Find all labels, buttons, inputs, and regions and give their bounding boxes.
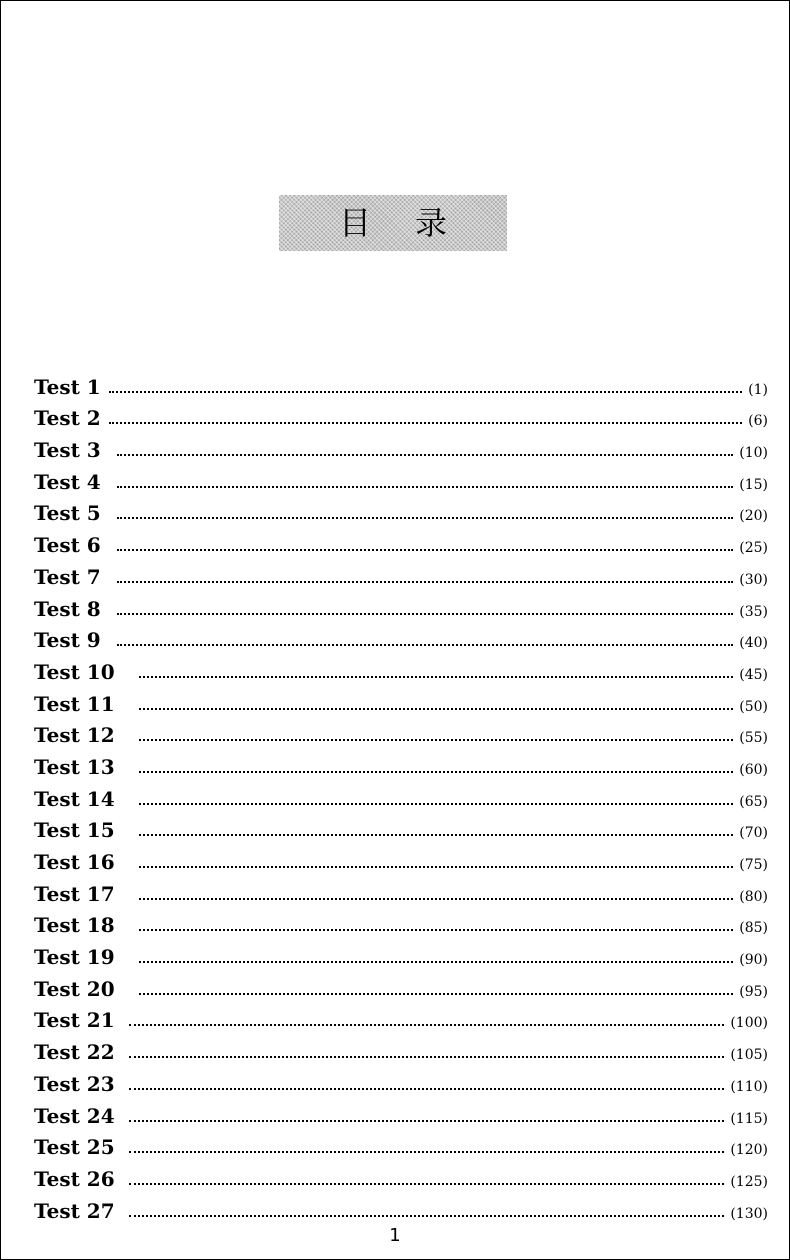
toc-entry-label: Test 10 xyxy=(34,659,115,684)
dot-leader xyxy=(139,960,734,963)
toc-entry-page: (40) xyxy=(739,635,768,652)
toc-entry-label: Test 8 xyxy=(34,596,101,621)
toc-entry-label: Test 14 xyxy=(34,786,115,811)
toc-entry[interactable] xyxy=(34,874,768,906)
toc-entry-label: Test 16 xyxy=(34,850,115,874)
dot-leader xyxy=(129,1214,725,1217)
dot-leader xyxy=(129,1023,725,1026)
toc-entry-label: Test 4 xyxy=(34,469,101,494)
toc-entry-label: Test 25 xyxy=(34,1135,115,1160)
toc-entry-label: Test 19 xyxy=(34,945,115,970)
toc-entry-label: Test 12 xyxy=(34,723,115,748)
toc-entry[interactable] xyxy=(34,906,768,938)
toc-entry-page: (120) xyxy=(730,1142,768,1159)
dot-leader xyxy=(117,643,734,646)
toc-entry-page: (20) xyxy=(739,508,768,525)
toc-entry[interactable] xyxy=(34,1159,768,1191)
toc-entry-page: (60) xyxy=(739,761,768,778)
toc-entry-label: Test 9 xyxy=(34,628,101,653)
toc-entry-page: (100) xyxy=(730,1015,768,1032)
toc-entry-label: Test 5 xyxy=(34,501,101,526)
toc-entry[interactable] xyxy=(34,684,768,716)
toc-entry[interactable] xyxy=(34,1191,768,1223)
dot-leader xyxy=(139,897,734,900)
toc-entry-label: Test 20 xyxy=(34,976,115,1001)
toc-entry-page: (80) xyxy=(739,888,768,905)
toc-entry-page: (90) xyxy=(739,952,768,969)
toc-heading-text: 目录 xyxy=(338,204,491,242)
toc-entry[interactable] xyxy=(34,1128,768,1160)
toc-entry-label: Test 3 xyxy=(34,438,101,463)
dot-leader xyxy=(117,485,734,488)
toc-entry[interactable] xyxy=(34,842,768,874)
dot-leader xyxy=(139,675,734,678)
toc-entry-page: (10) xyxy=(739,445,768,462)
toc-entry-label: Test 15 xyxy=(34,818,115,843)
toc-entry-page: (105) xyxy=(730,1047,768,1064)
toc-entry-page: (75) xyxy=(739,857,768,873)
toc-entry-label: Test 11 xyxy=(34,691,115,716)
dot-leader xyxy=(129,1055,725,1058)
dot-leader xyxy=(129,1182,725,1185)
toc-entry[interactable] xyxy=(34,621,768,653)
dot-leader xyxy=(129,1119,725,1122)
toc-entry[interactable] xyxy=(34,1032,768,1064)
toc-entry[interactable] xyxy=(34,652,768,684)
dot-leader xyxy=(139,707,734,710)
dot-leader xyxy=(139,738,734,741)
toc-entry-label: Test 7 xyxy=(34,564,101,589)
toc-entry-page: (85) xyxy=(739,920,768,937)
toc-entry[interactable] xyxy=(34,969,768,1001)
dot-leader xyxy=(139,928,734,931)
dot-leader xyxy=(117,612,734,615)
toc-entry-label: Test 1 xyxy=(34,374,101,399)
toc-entry[interactable] xyxy=(34,1064,768,1096)
dot-leader xyxy=(117,548,734,551)
dot-leader xyxy=(139,833,734,836)
toc-entry-page: (35) xyxy=(739,603,768,620)
toc-entry-label: Test 21 xyxy=(34,1008,115,1033)
dot-leader xyxy=(109,390,742,393)
toc-entry-page: (45) xyxy=(739,666,768,683)
toc-entry[interactable] xyxy=(34,811,768,843)
toc-entry-page: (125) xyxy=(730,1173,768,1190)
toc-entry-label: Test 17 xyxy=(34,881,115,906)
toc-entry-label: Test 6 xyxy=(34,533,101,558)
toc-entry[interactable] xyxy=(34,525,768,557)
toc-entry[interactable] xyxy=(34,937,768,969)
toc-entry-page: (15) xyxy=(739,476,768,493)
page-number: 1 xyxy=(389,1225,401,1246)
dot-leader xyxy=(139,770,734,773)
dot-leader xyxy=(129,1150,725,1153)
toc-entry-label: Test 27 xyxy=(34,1198,115,1223)
dot-leader xyxy=(129,1087,725,1090)
toc-entry[interactable] xyxy=(34,430,768,462)
toc-heading xyxy=(279,195,507,251)
toc-entry-page: (115) xyxy=(730,1110,768,1127)
toc-entry[interactable] xyxy=(34,716,768,748)
dot-leader xyxy=(139,865,734,868)
toc-entry[interactable] xyxy=(34,399,768,431)
dot-leader xyxy=(117,516,734,519)
toc-entry[interactable] xyxy=(34,1096,768,1128)
dot-leader xyxy=(117,580,734,583)
toc-entry-page: (130) xyxy=(730,1205,768,1222)
toc-entry-page: (25) xyxy=(739,540,768,557)
toc-entry-label: Test 23 xyxy=(34,1071,115,1096)
toc-entry-page: (50) xyxy=(739,698,768,715)
toc-entry-label: Test 13 xyxy=(34,754,115,779)
toc-entry-page: (65) xyxy=(739,793,768,810)
toc-entry-page: (1) xyxy=(748,381,768,398)
dot-leader xyxy=(109,421,742,424)
toc-entry[interactable] xyxy=(34,557,768,589)
toc-entry[interactable] xyxy=(34,494,768,526)
dot-leader xyxy=(139,802,734,805)
toc-entry[interactable] xyxy=(34,1001,768,1033)
toc-entry-page: (110) xyxy=(730,1078,768,1095)
toc-entry[interactable] xyxy=(34,747,768,779)
toc-entry[interactable] xyxy=(34,589,768,621)
toc-entry-page: (55) xyxy=(739,730,768,747)
dot-leader xyxy=(117,453,734,456)
toc-entry-label: Test 2 xyxy=(34,406,101,431)
toc-entry-label: Test 22 xyxy=(34,1040,115,1065)
toc-entry[interactable] xyxy=(34,779,768,811)
toc-entry-page: (30) xyxy=(739,571,768,588)
toc-entry-page: (95) xyxy=(739,983,768,1000)
toc-entry-label: Test 18 xyxy=(34,913,115,938)
toc-entry[interactable] xyxy=(34,462,768,494)
toc-entry-page: (70) xyxy=(739,825,768,842)
toc-entry-label: Test 24 xyxy=(34,1103,115,1128)
toc-entry-label: Test 26 xyxy=(34,1166,115,1191)
table-of-contents xyxy=(34,367,768,1223)
toc-entry-page: (6) xyxy=(748,413,768,430)
dot-leader xyxy=(139,992,734,995)
toc-entry[interactable] xyxy=(34,367,768,399)
